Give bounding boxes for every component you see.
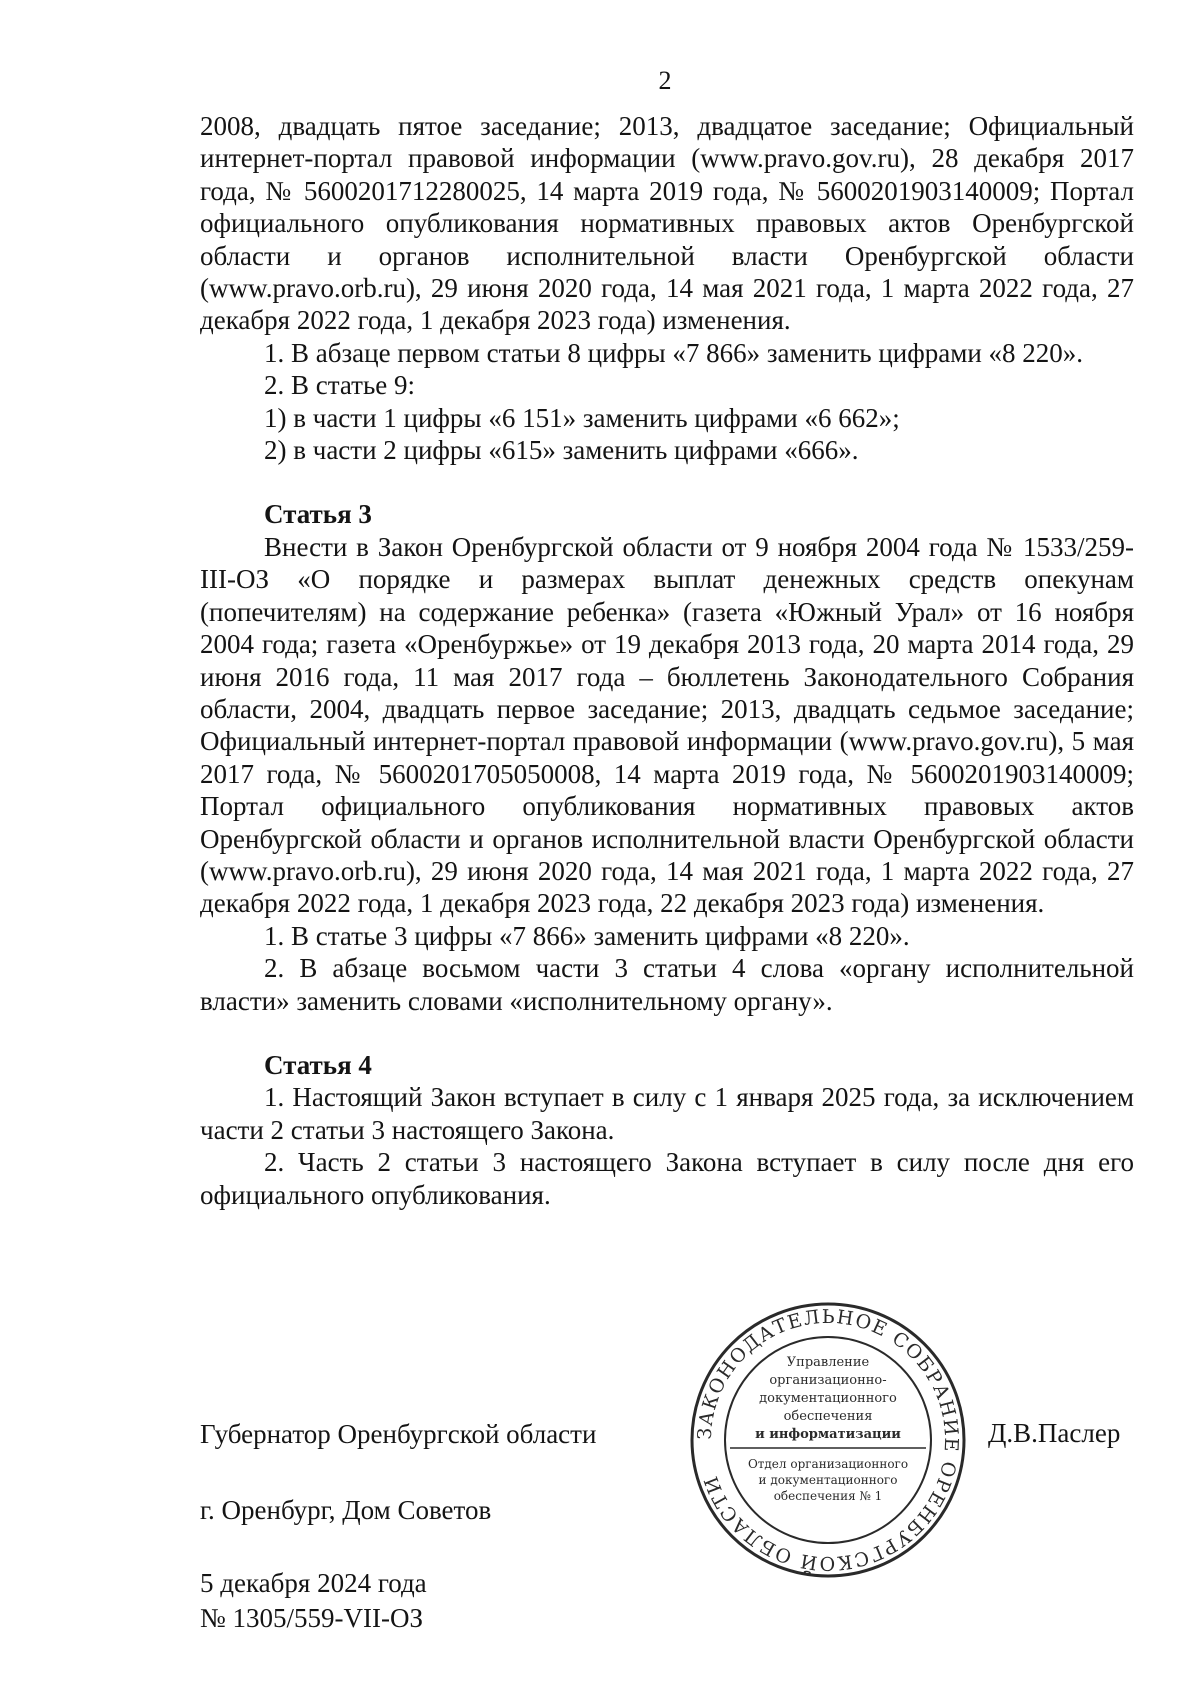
stamp-bottom-line-1: Отдел организационного <box>747 1457 909 1471</box>
article2-item-2: 2. В статье 9: <box>264 370 416 401</box>
signing-date: 5 декабря 2024 года <box>200 1568 427 1598</box>
stamp-inner-line-2: организационно- <box>769 1373 887 1388</box>
article3-item-1: 1. В статье 3 цифры «7 866» заменить цифрами «8 220». <box>264 920 910 951</box>
page-number: 2 <box>658 66 672 95</box>
stamp-inner-line-5: и информатизации <box>755 1427 901 1442</box>
stamp-inner-line-4: обеспечения <box>783 1409 873 1424</box>
article3-text: Внести в Закон Оренбургской области от 9 ноября 2004 года № 1533/259-III-ОЗ «О порядке и размерах выплат денежных средств опекунам (попечителям) на содержание ребенка» (газета «Южный Урал» от 16 ноября 2004 года; газета «Оренбуржье» от 19 декабря 2013 года, 20 марта 2014 года, 29 июня 2016 года, 11 мая 2017 года – бюллетень Законодательного Собрания области, 2004, двадцать первое заседание; 2013, двадцать седьмое заседание; Официальный интернет-портал правовой информации (www.pravo.gov.ru), 5 мая 2017 года, № 5600201705050008, 14 марта 2019 года, № 5600201903140009; Портал официального опубликования нормативных правовых актов Оренбургской области и органов исполнительной власти Оренбургской области (www.pravo.orb.ru), 29 июня 2020 года, 14 мая 2021 года, 1 марта 2022 года, 27 декабря 2022 года, 1 декабря 2023 года, 22 декабря 2023 года) изменения. <box>200 531 1134 919</box>
article3-heading: Статья 3 <box>264 499 372 530</box>
article4-item-1: 1. Настоящий Закон вступает в силу с 1 января 2025 года, за исключением части 2 статьи 3 настоящего Закона. <box>200 1082 1134 1145</box>
spacer <box>200 1017 1134 1049</box>
article3-item-2: 2. В абзаце восьмом части 3 статьи 4 слова «органу исполнительной власти» заменить словами «исполнительному органу». <box>200 953 1134 1016</box>
article2-item-1: 1. В абзаце первом статьи 8 цифры «7 866» заменить цифрами «8 220». <box>264 337 1084 368</box>
signer-position: Губернатор Оренбургской области <box>200 1419 597 1449</box>
article4-item-2: 2. Часть 2 статьи 3 настоящего Закона вступает в силу после дня его официального опубликования. <box>200 1147 1134 1210</box>
stamp-inner-line-1: Управление <box>786 1355 870 1370</box>
article2-item-4: 2) в части 2 цифры «615» заменить цифрами «666». <box>264 435 859 466</box>
official-seal-stamp <box>688 1300 968 1580</box>
article4-heading: Статья 4 <box>264 1049 372 1080</box>
document-body <box>200 110 1134 1211</box>
stamp-inner-line-3: документационного <box>759 1391 897 1406</box>
signer-name: Д.В.Паслер <box>988 1418 1121 1448</box>
spacer <box>200 466 1134 498</box>
stamp-bottom-line-2: и документационного <box>758 1473 898 1487</box>
article2-item-3: 1) в части 1 цифры «6 151» заменить цифрами «6 662»; <box>264 402 900 433</box>
intro-paragraph: 2008, двадцать пятое заседание; 2013, двадцатое заседание; Официальный интернет-портал правовой информации (www.pravo.gov.ru), 28 декабря 2017 года, № 5600201712280025, 14 марта 2019 года, № 5600201903140009; Портал официального опубликования нормативных правовых актов Оренбургской области и органов исполнительной власти Оренбургской области (www.pravo.orb.ru), 29 июня 2020 года, 14 мая 2021 года, 1 марта 2022 года, 27 декабря 2022 года, 1 декабря 2023 года) изменения. <box>200 111 1134 336</box>
stamp-outer-text: ЗАКОНОДАТЕЛЬНОЕ СОБРАНИЕ ОРЕНБУРГСКОЙ ОБЛАСТИ <box>693 1305 963 1575</box>
law-number: № 1305/559-VII-ОЗ <box>200 1603 424 1633</box>
signing-place: г. Оренбург, Дом Советов <box>200 1495 492 1525</box>
stamp-bottom-line-3: обеспечения № 1 <box>773 1489 883 1503</box>
